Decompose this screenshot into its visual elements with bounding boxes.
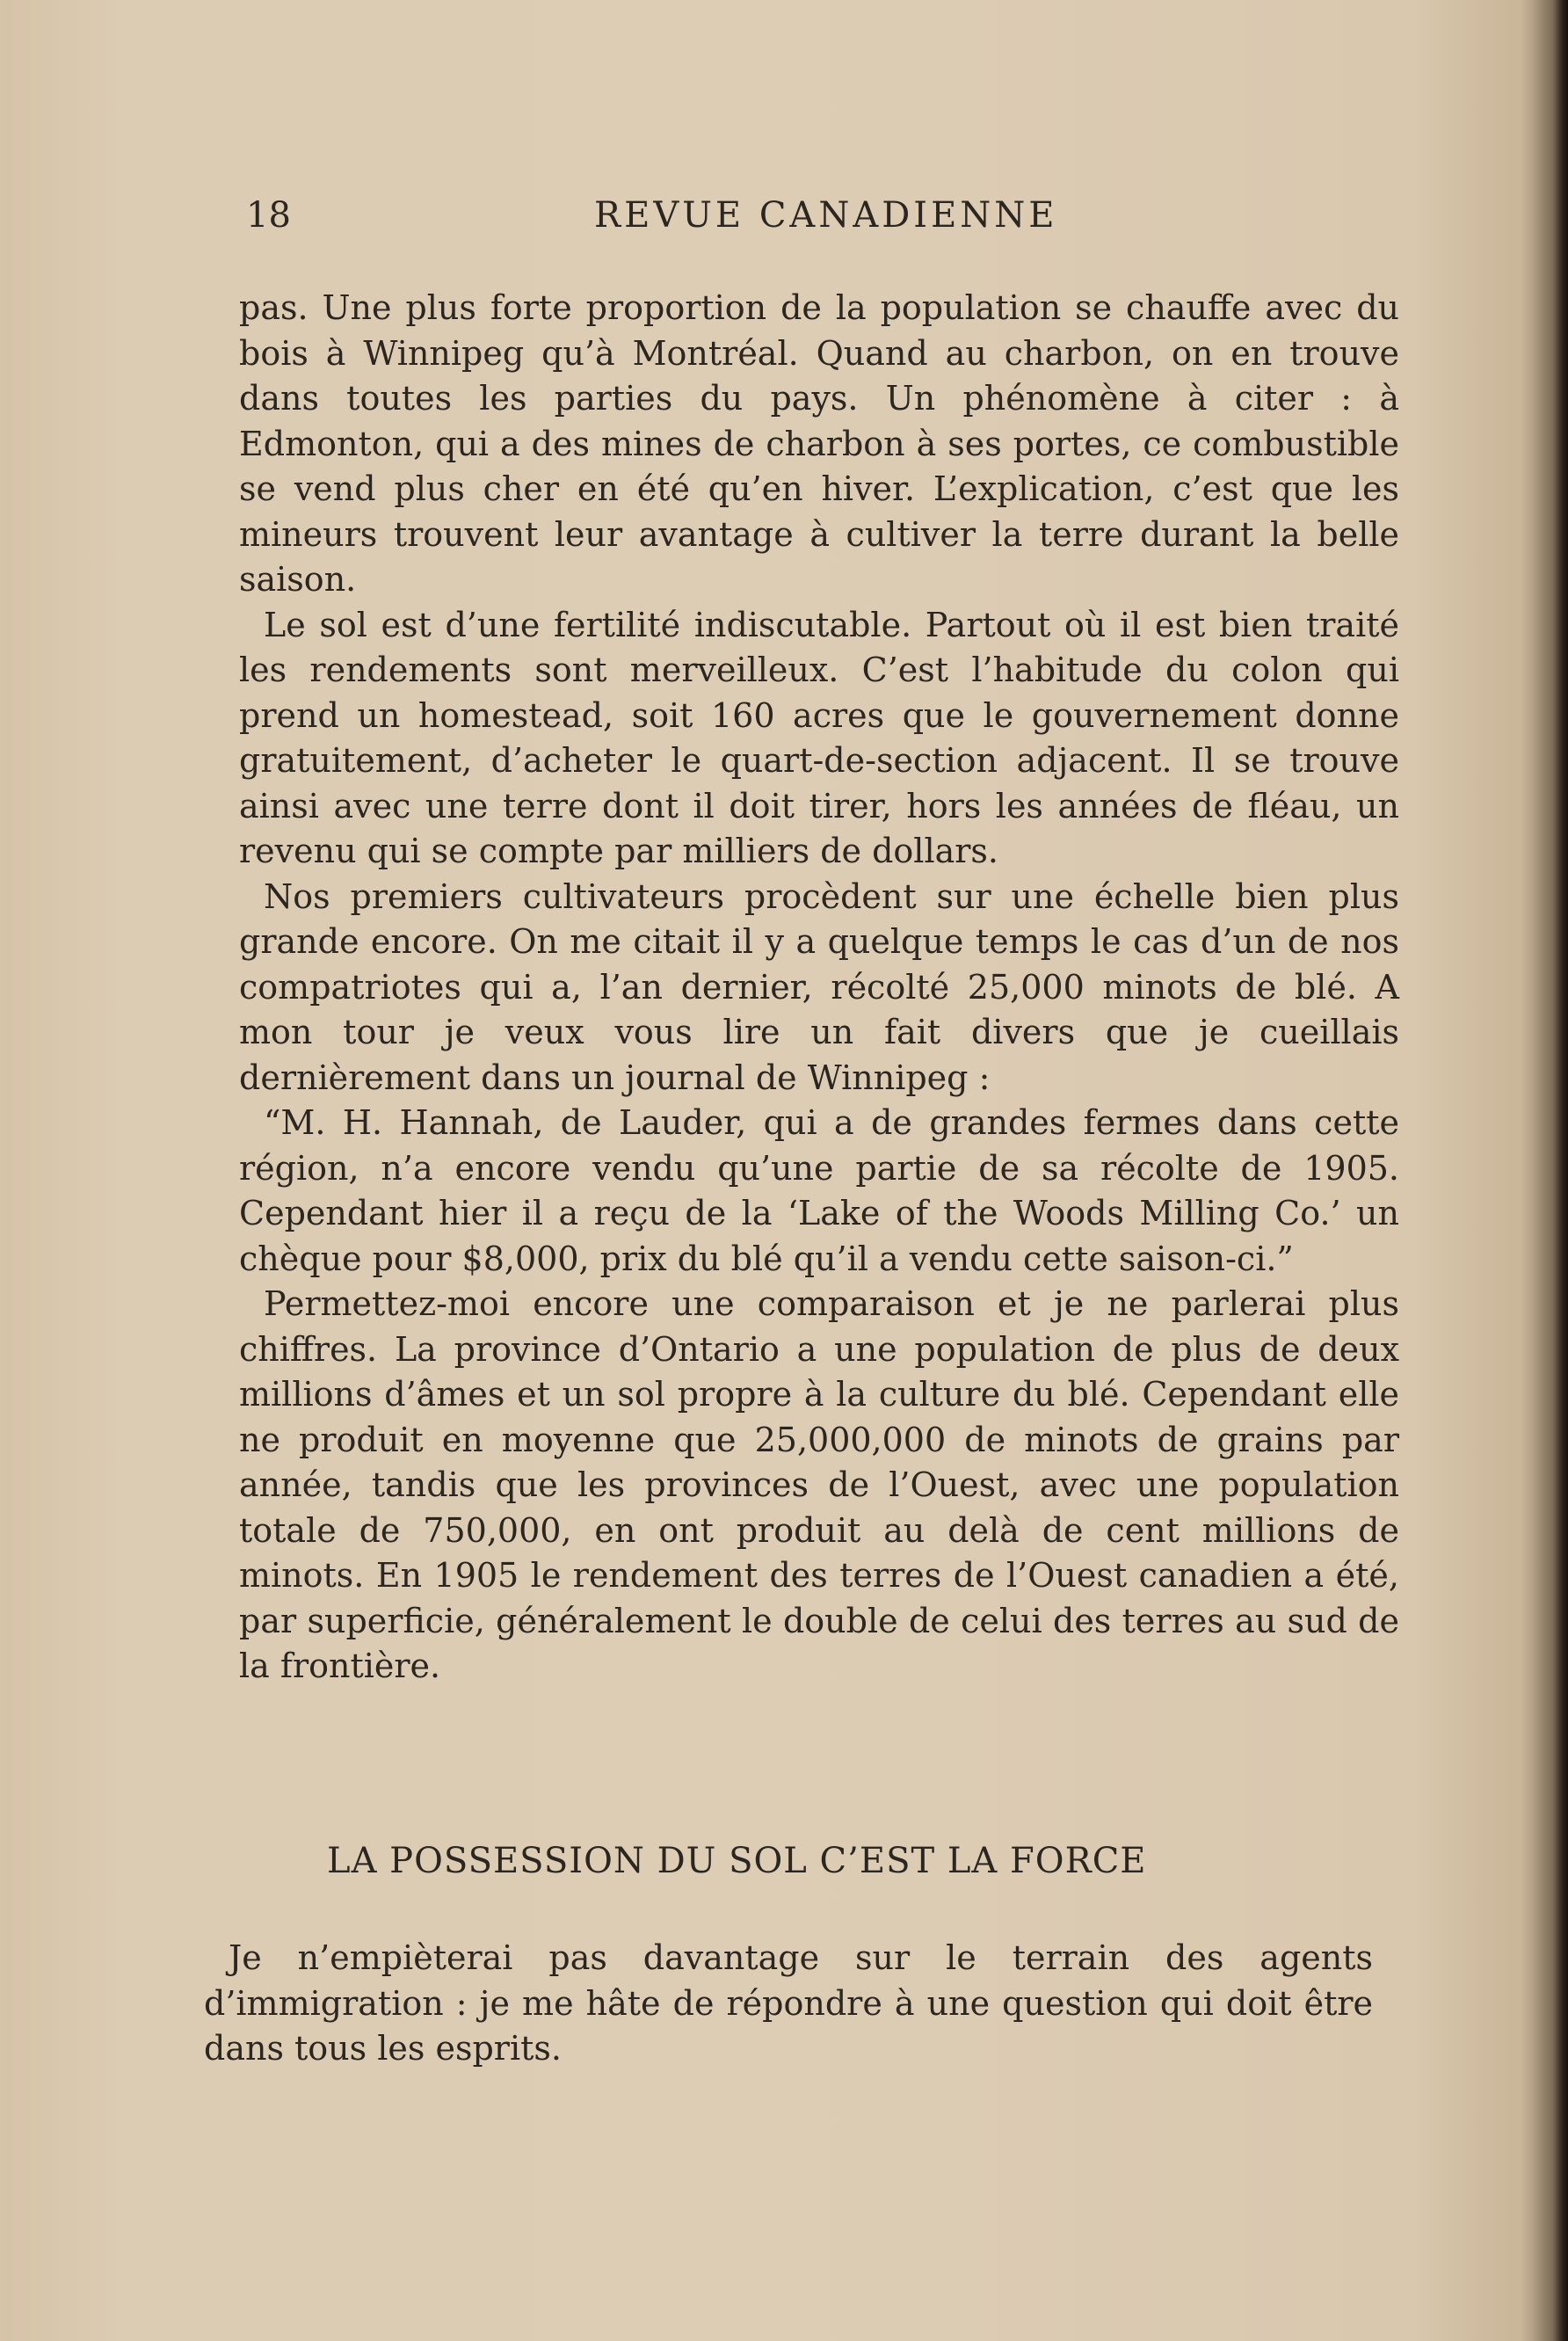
section-paragraph-1: Je n’empièterai pas davantage sur le terrain des agents d’immigration : je me hâte de répondre à une question qui doit être dans tous les esprits.	[204, 1938, 1373, 2068]
section-heading: LA POSSESSION DU SOL C’EST LA FORCE	[327, 1841, 1147, 1881]
paragraph-1: pas. Une plus forte proportion de la population se chauffe avec du bois à Winnipeg qu’à Montréal. Quand au charbon, on en trouve dans toutes les parties du pays. Un phénomène à citer : à Edmonton, qui a des mines de charbon à ses portes, ce combustible se vend plus cher en été qu’en hiver. L’explication, c’est que les mineurs trouvent leur avantage à cultiver la terre durant la belle saison.	[239, 288, 1399, 599]
page-header	[246, 195, 1063, 248]
page-edge-shadow	[1533, 0, 1568, 2341]
page-number: 18	[246, 195, 291, 236]
paragraph-3: Nos premiers cultivateurs procèdent sur une échelle bien plus grande encore. On me citait il y a quelque temps le cas d’un de nos compatriotes qui a, l’an dernier, récolté 25,000 minots de blé. A mon tour je veux vous lire un fait divers que je cueillais dernièrement dans un journal de Winnipeg :	[239, 876, 1399, 1097]
paragraph-5: Permettez-moi encore une comparaison et je ne parlerai plus chiffres. La province d’Ontario a une population de plus de deux millions d’âmes et un sol propre à la culture du blé. Cependant elle ne produit en moyenne que 25,000,000 de minots de grains par année, tandis que les provinces de l’Ouest, avec une population totale de 750,000, en ont produit au delà de cent millions de minots. En 1905 le rendement des terres de l’Ouest canadien a été, par superficie, généralement le double de celui des terres au sud de la frontière.	[239, 1284, 1399, 1685]
body-text	[239, 286, 1399, 1690]
paragraph-2: Le sol est d’une fertilité indiscutable. Partout où il est bien traité les rendements sont merveilleux. C’est l’habitude du colon qui prend un homestead, soit 160 acres que le gouvernement donne gratuitement, d’acheter le quart-de-section adjacent. Il se trouve ainsi avec une terre dont il doit tirer, hors les années de fléau, un revenu qui se compte par milliers de dollars.	[239, 605, 1399, 870]
section-text	[204, 1936, 1373, 2072]
quotation-paragraph: “M. H. Hannah, de Lauder, qui a de grandes fermes dans cette région, n’a encore vendu qu’une partie de sa récolte de 1905. Cependant hier il a reçu de la ‘Lake of the Woods Milling Co.’ un chèque pour $8,000, prix du blé qu’il a vendu cette saison-ci.”	[239, 1103, 1399, 1278]
running-head: REVUE CANADIENNE	[594, 195, 1058, 236]
